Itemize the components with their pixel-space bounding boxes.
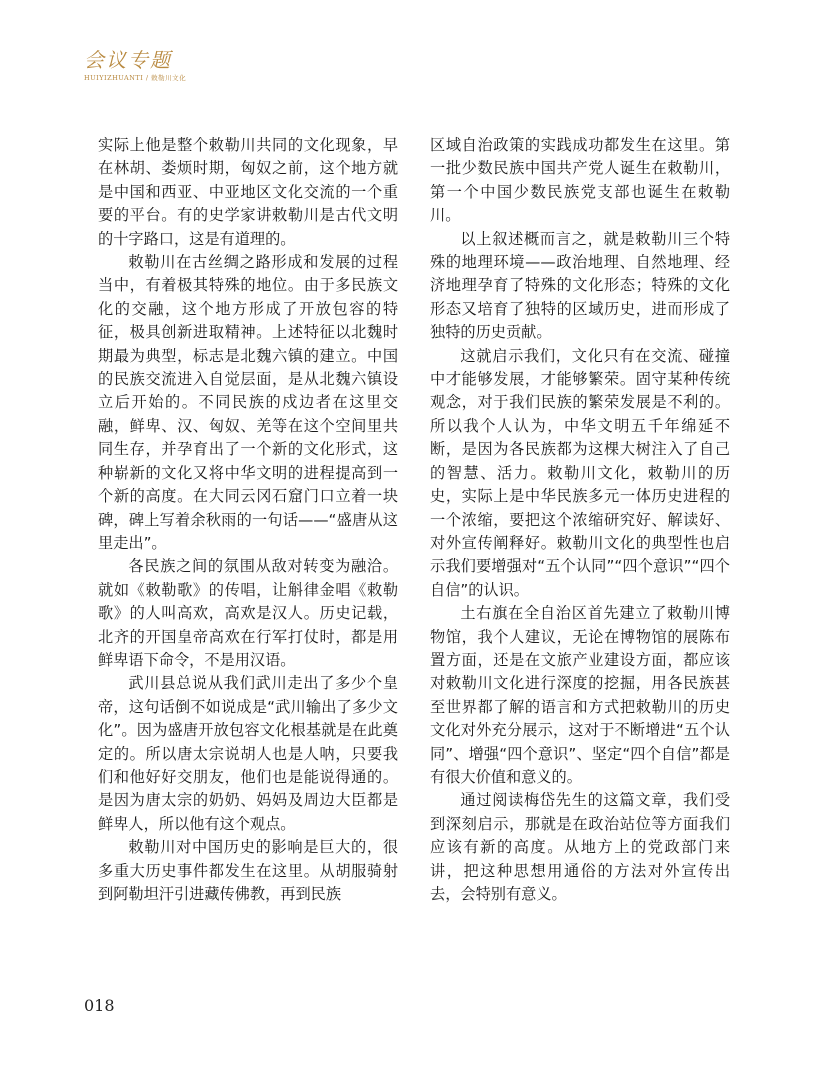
- paragraph: 以上叙述概而言之，就是敕勒川三个特殊的地理环境——政治地理、自然地理、经济地理孕育了特殊的文化形态；特殊的文化形态又培育了独特的区域历史，进而形成了独特的历史贡献。: [430, 229, 730, 342]
- paragraph: 敕勒川在古丝绸之路形成和发展的过程当中，有着极其特殊的地位。由于多民族文化的交融，这个地方形成了开放包容的特征，极具创新进取精神。上述特征以北魏时期最为典型，标志是北魏六镇的建立。中国的民族交流进入自觉层面，是从北魏六镇设立后开始的。不同民族的戍边者在这里交融，鲜卑、汉、匈奴、羌等在这个空间里共同生存，并孕育出了一个新的文化形式，这种崭新的文化又将中华文明的进程提高到一个新的高度。在大同云冈石窟门口立着一块碑，碑上写着余秋雨的一句话——“盛唐从这里走出”。: [98, 253, 398, 552]
- section-title: 会议专题: [84, 48, 172, 72]
- running-header: [84, 48, 186, 82]
- paragraph: 武川县总说从我们武川走出了多少个皇帝，这句话倒不如说成是“武川输出了多少文化”。因为盛唐开放包容文化根基就是在此奠定的。所以唐太宗说胡人也是人呐，只要我们和他好好交朋友，他们也是能说得通的。是因为唐太宗的奶奶、妈妈及周边大臣都是鲜卑人，所以他有这个观点。: [98, 674, 398, 833]
- paragraph: 区域自治政策的实践成功都发生在这里。第一批少数民族中国共产党人诞生在敕勒川，第一个中国少数民族党支部也诞生在敕勒川。: [430, 136, 730, 225]
- left-text-column: [98, 134, 398, 906]
- paragraph: 土右旗在全自治区首先建立了敕勒川博物馆，我个人建议，无论在博物馆的展陈布置方面，还是在文旅产业建设方面，都应该对敕勒川文化进行深度的挖掘，用各民族甚至世界都了解的语言和方式把敕勒川的历史文化对外充分展示，这对于不断增进“五个认同”、增强“四个意识”、坚定“四个自信”都是有很大价值和意义的。: [430, 604, 730, 786]
- paragraph: 实际上他是整个敕勒川共同的文化现象，早在林胡、娄烦时期，匈奴之前，这个地方就是中国和西亚、中亚地区文化交流的一个重要的平台。有的史学家讲敕勒川是古代文明的十字路口，这是有道理的。: [98, 136, 398, 248]
- paragraph: 通过阅读梅岱先生的这篇文章，我们受到深刻启示，那就是在政治站位等方面我们应该有新的高度。从地方上的党政部门来讲，把这种思想用通俗的方法对外宣传出去，会特别有意义。: [430, 791, 730, 903]
- paragraph: 各民族之间的氛围从敌对转变为融洽。就如《敕勒歌》的传唱，让斛律金唱《敕勒歌》的人叫高欢，高欢是汉人。历史记载，北齐的开国皇帝高欢在行军打仗时，都是用鲜卑语下命令，不是用汉语。: [98, 557, 398, 669]
- right-text-column: [430, 134, 730, 906]
- section-subtitle: HUIYIZHUANTI / 敕勒川文化: [84, 74, 187, 82]
- page-number: 018: [84, 996, 115, 1015]
- paragraph: 敕勒川对中国历史的影响是巨大的，很多重大历史事件都发生在这里。从胡服骑射到阿勒坦汗引进藏传佛教，再到民族: [98, 838, 398, 903]
- paragraph: 这就启示我们，文化只有在交流、碰撞中才能够发展，才能够繁荣。固守某种传统观念，对于我们民族的繁荣发展是不利的。所以我个人认为，中华文明五千年绵延不断，是因为各民族都为这棵大树注入了自己的智慧、活力。敕勒川文化，敕勒川的历史，实际上是中华民族多元一体历史进程的一个浓缩，要把这个浓缩研究好、解读好、对外宣传阐释好。敕勒川文化的典型性也启示我们要增强对“五个认同”“四个意识”“四个自信”的认识。: [430, 346, 730, 599]
